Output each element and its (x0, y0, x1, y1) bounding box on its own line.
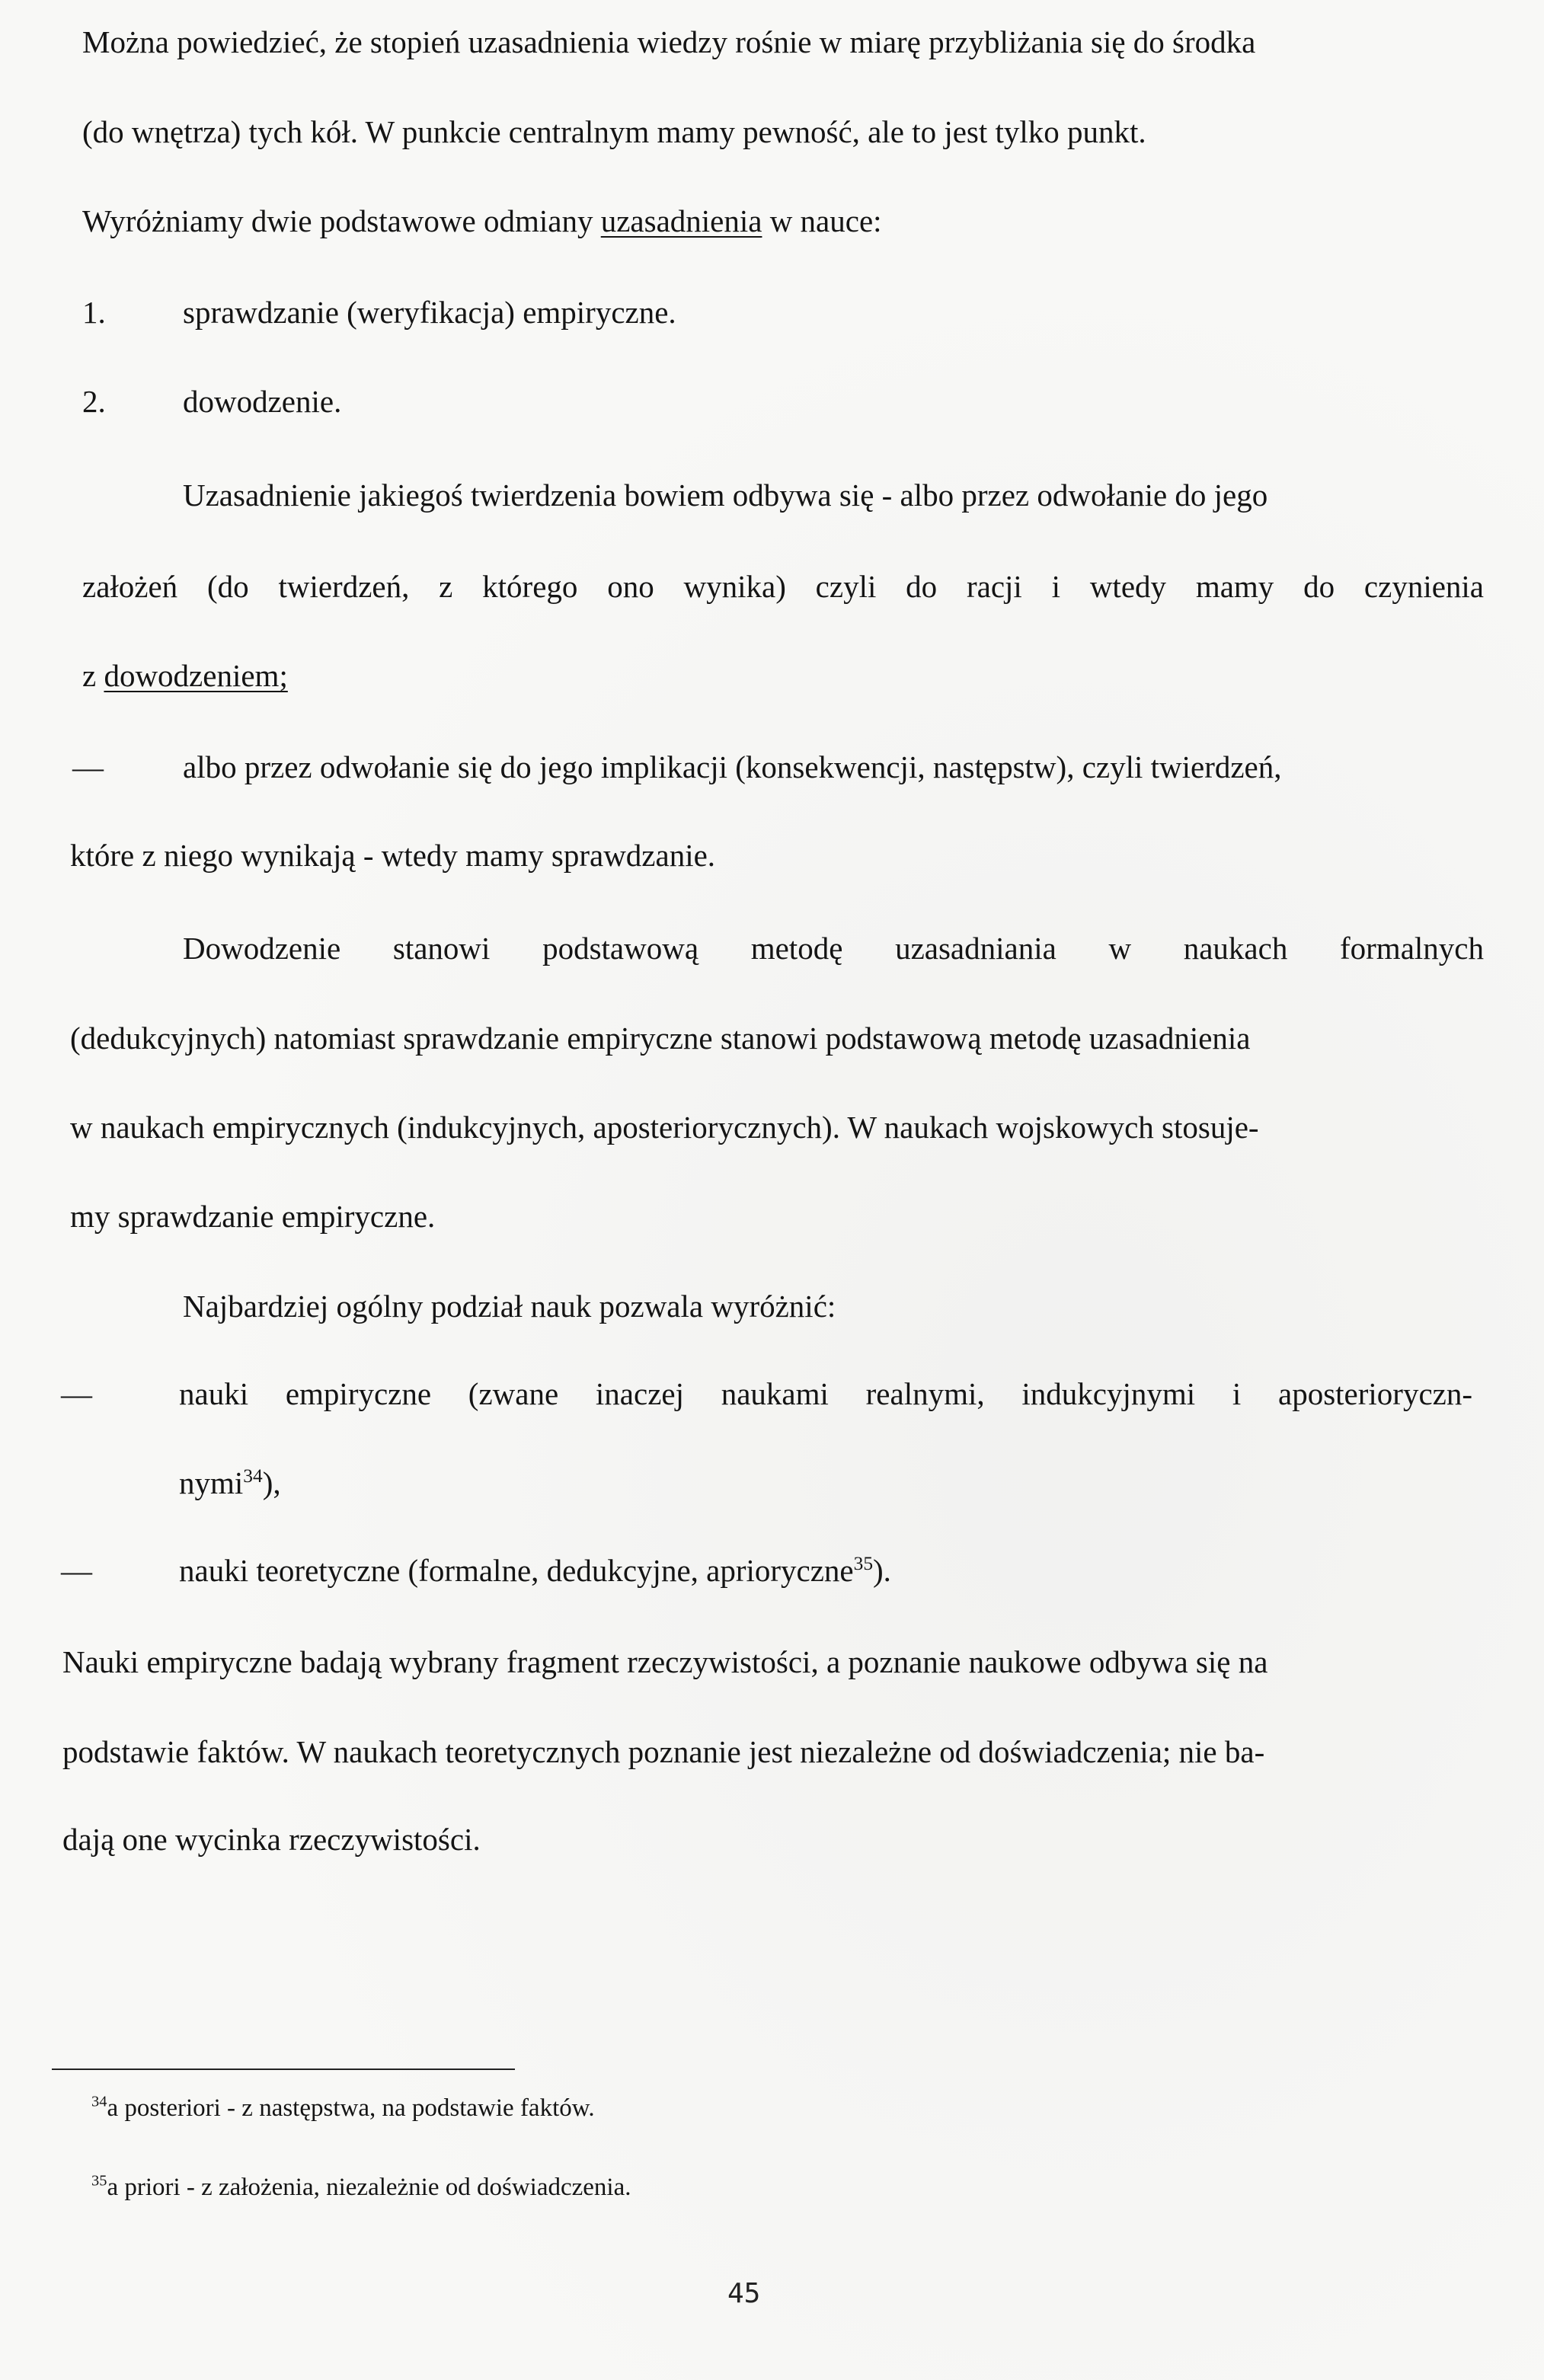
paragraph-5-line-2: (dedukcyjnych) natomiast sprawdzanie empiryczne stanowi podstawową metodę uzasadnienia (70, 1021, 1251, 1056)
paragraph-2-suffix: w nauce: (769, 203, 882, 238)
list-item-text: sprawdzanie (weryfikacja) empiryczne. (183, 295, 676, 330)
list-number: 1. (82, 295, 106, 330)
footnote-34 (91, 2093, 595, 2123)
paragraph-4-line-1: albo przez odwołanie się do jego implikacji (konsekwencji, następstw), czyli twierdzeń, (183, 749, 1282, 784)
paragraph-4-line-2: które z niego wynikają - wtedy mamy sprawdzanie. (70, 838, 716, 873)
paragraph-6-line-1: Najbardziej ogólny podział nauk pozwala wyróżnić: (183, 1289, 836, 1324)
paragraph-7-line-1: Nauki empiryczne badają wybrany fragment rzeczywistości, a poznanie naukowe odbywa się na (62, 1644, 1268, 1679)
underlined-term-uzasadnienia: uzasadnienia (600, 203, 762, 238)
list-item-text: dowodzenie. (183, 384, 342, 419)
footnote-ref-34: 34 (243, 1465, 263, 1487)
footnote-divider (52, 2069, 515, 2070)
paragraph-2 (82, 202, 882, 240)
footnote-text: a priori - z założenia, niezależnie od doświadczenia. (107, 2174, 631, 2201)
paragraph-7-line-3: dają one wycinka rzeczywistości. (62, 1822, 481, 1857)
paragraph-3-line-3 (82, 656, 288, 695)
paragraph-5-line-1: Dowodzenie stanowi podstawową metodę uzasadniania w naukach formalnych (183, 931, 1484, 966)
page-number: 45 (727, 2278, 761, 2309)
footnote-text: a posteriori - z następstwa, na podstawie faktów. (107, 2094, 595, 2122)
footnote-35 (91, 2172, 631, 2203)
item-empirical-line-2 (179, 1464, 281, 1502)
paragraph-1-line-1: Można powiedzieć, że stopień uzasadnienia wiedzy rośnie w miarę przybliżania się do środka (82, 24, 1256, 59)
item-theoretical-text: nauki teoretyczne (formalne, dedukcyjne, aprioryczne (179, 1553, 854, 1588)
em-dash-bullet: — (72, 749, 104, 784)
em-dash-bullet: — (61, 1376, 92, 1411)
footnote-number: 35 (91, 2172, 107, 2190)
paragraph-3-line-1: Uzasadnienie jakiegoś twierdzenia bowiem odbywa się - albo przez odwołanie do jego (183, 478, 1268, 513)
list-number: 2. (82, 384, 106, 419)
item-empirical-line-1: nauki empiryczne (zwane inaczej naukami realnymi, indukcyjnymi i aposterioryczn- (179, 1376, 1472, 1411)
paragraph-2-prefix: Wyróżniamy dwie podstawowe odmiany (82, 203, 593, 238)
em-dash-bullet: — (61, 1553, 92, 1588)
footnote-ref-35: 35 (853, 1552, 874, 1574)
paragraph-3-line-2: założeń (do twierdzeń, z którego ono wynika) czyli do racji i wtedy mamy do czynienia (82, 569, 1484, 604)
item-empirical-word: nymi (179, 1465, 244, 1500)
item-empirical-close: ), (262, 1465, 281, 1500)
footnote-number: 34 (91, 2093, 107, 2110)
paragraph-1-line-2: (do wnętrza) tych kół. W punkcie centralnym mamy pewność, ale to jest tylko punkt. (82, 114, 1146, 149)
paragraph-5-line-3: w naukach empirycznych (indukcyjnych, aposteriorycznych). W naukach wojskowych stosuje- (70, 1110, 1259, 1145)
underlined-term-dowodzeniem: dowodzeniem; (104, 658, 288, 693)
paragraph-3-prefix: z (82, 658, 97, 693)
item-theoretical-close: ). (873, 1553, 891, 1588)
paragraph-7-line-2: podstawie faktów. W naukach teoretycznych poznanie jest niezależne od doświadczenia; nie ba- (62, 1734, 1265, 1769)
paragraph-5-line-4: my sprawdzanie empiryczne. (70, 1199, 436, 1234)
item-theoretical (179, 1551, 891, 1589)
